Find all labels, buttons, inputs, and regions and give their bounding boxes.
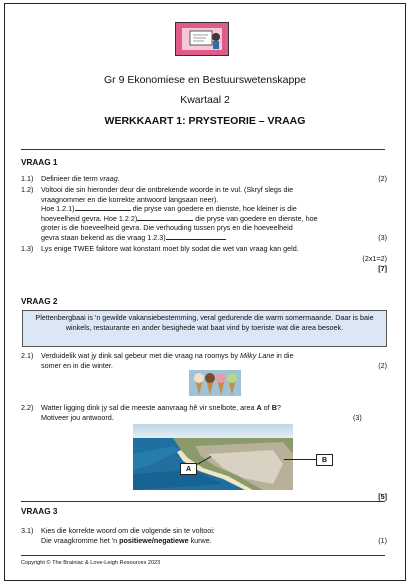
item-number: 1.1) bbox=[21, 174, 34, 183]
section-total: [5] bbox=[378, 492, 387, 501]
worksheet-term: Kwartaal 2 bbox=[180, 94, 230, 106]
question-1-heading: VRAAG 1 bbox=[21, 158, 58, 167]
question-text: Die vraagkromme het 'n positiewe/negatiewe kurwe. bbox=[41, 535, 212, 545]
ice-cream-cones-icon bbox=[189, 370, 241, 396]
question-3-body bbox=[21, 526, 387, 550]
ice-cream-image bbox=[189, 370, 241, 396]
area-a-label: A bbox=[180, 463, 197, 475]
question-text: vraagnommer en die korrekte antwoord langsaan neer). bbox=[41, 194, 219, 204]
worksheet-page bbox=[4, 3, 406, 581]
item-number: 2.2) bbox=[21, 403, 34, 412]
coastline-aerial-icon bbox=[133, 424, 293, 490]
question-text: Verduidelik wat jy dink sal gebeur met die vraag na roomys by Milky Lane in die bbox=[41, 351, 294, 360]
worksheet-subtitle: WERKKAART 1: PRYSTEORIE – VRAAG bbox=[104, 115, 306, 127]
question-2-heading: VRAAG 2 bbox=[21, 297, 58, 306]
header-logo bbox=[175, 22, 229, 56]
marks: (3) bbox=[378, 232, 387, 242]
answer-blank[interactable] bbox=[75, 204, 131, 211]
copyright-footer: Copyright © The Brainiac & Love-Leigh Resources 2023 bbox=[21, 560, 161, 566]
question-text: gevra staan bekend as die vraag 1.2.3) bbox=[41, 233, 226, 243]
classroom-illustration-icon bbox=[176, 23, 228, 55]
question-3-heading: VRAAG 3 bbox=[21, 507, 58, 516]
question-text: Lys enige TWEE faktore wat konstant moet bly sodat die wet van vraag kan geld. bbox=[41, 244, 299, 253]
question-text: groter is die hoeveelheid gevra. Die verhouding tussen prys en die hoeveelheid bbox=[41, 223, 293, 232]
question-text: Motiveer jou antwoord. bbox=[41, 412, 114, 422]
question-text: Watter ligging dink jy sal die meeste aanvraag hê vir snelbote, area A of B? bbox=[41, 403, 281, 412]
divider bbox=[21, 501, 385, 502]
item-number: 1.2) bbox=[21, 185, 34, 194]
marks: (1) bbox=[378, 535, 387, 545]
divider bbox=[21, 149, 385, 150]
divider bbox=[21, 555, 385, 556]
question-1-body bbox=[21, 174, 387, 294]
marks: (2) bbox=[378, 360, 387, 370]
question-text: Definieer die term vraag. bbox=[41, 174, 120, 183]
question-text: somer en in die winter. bbox=[41, 360, 113, 370]
info-callout: Plettenbergbaai is 'n gewilde vakansiebestemming, veral gedurende die warm somermaande. Daar is baie winkels, restaurante en ander besighede wat baat vind by toeriste wat die area besoek. bbox=[22, 310, 387, 347]
question-text: Kies die korrekte woord om die volgende sin te voltooi: bbox=[41, 526, 215, 535]
answer-blank[interactable] bbox=[137, 214, 193, 221]
aerial-photo bbox=[133, 424, 293, 490]
marks: (3) bbox=[353, 412, 362, 422]
marks: (2) bbox=[378, 174, 387, 183]
question-text: hoeveelheid gevra. Hoe 1.2.2) die pryse van goedere en dienste, hoe bbox=[41, 213, 318, 223]
section-total: [7] bbox=[378, 264, 387, 273]
area-b-pointer bbox=[284, 459, 316, 460]
item-number: 2.1) bbox=[21, 351, 34, 360]
area-b-label: B bbox=[316, 454, 333, 466]
answer-blank[interactable] bbox=[166, 233, 226, 240]
item-number: 1.3) bbox=[21, 244, 34, 253]
question-text: Hoe 1.2.1) die pryse van goedere en dienste, hoe kleiner is die bbox=[41, 204, 297, 213]
worksheet-title: Gr 9 Ekonomiese en Bestuurswetenskappe bbox=[104, 74, 306, 86]
marks: (2x1=2) bbox=[362, 253, 387, 263]
item-number: 3.1) bbox=[21, 526, 34, 535]
question-text: Voltooi die sin hieronder deur die ontbrekende woorde in te vul. (Skryf slegs die bbox=[41, 185, 294, 194]
